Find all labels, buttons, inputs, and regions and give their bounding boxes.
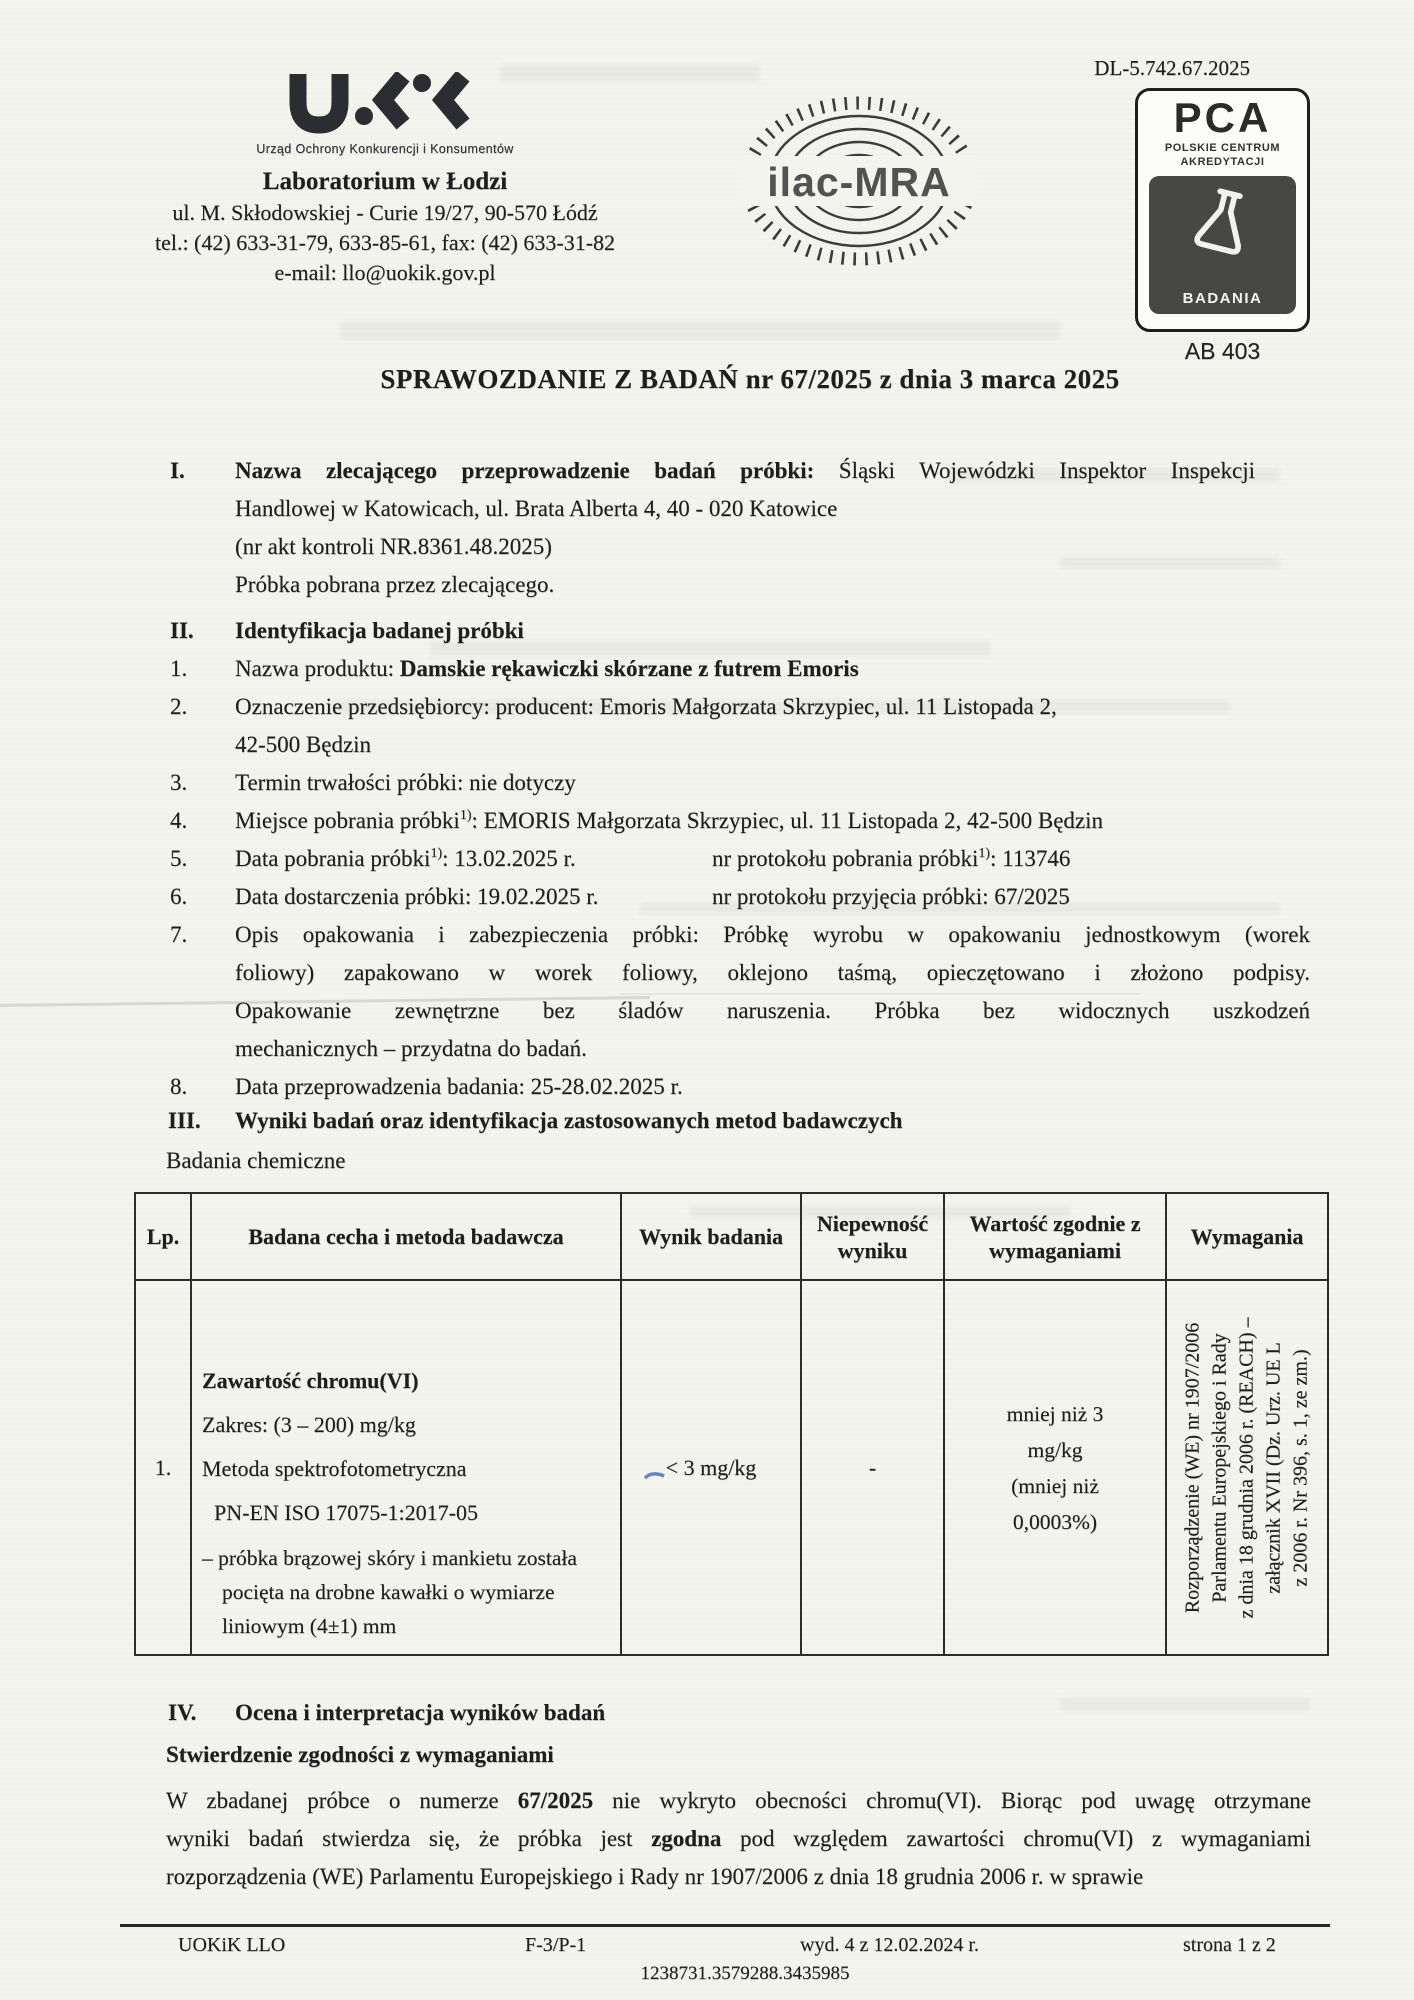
item4-label: Miejsce pobrania próbki [235, 808, 460, 833]
footer-form-code: F-3/P-1 [525, 1934, 587, 1956]
pca-name-line2: AKREDYTACJI [1180, 156, 1265, 168]
requirement-line: z 2006 r. Nr 396, s. 1, ze zm.) [1289, 1348, 1312, 1587]
item5-left-value: : 13.02.2025 r. [442, 846, 576, 871]
header-requirements: Wymagania [1166, 1193, 1328, 1280]
lab-email: e-mail: llo@uokik.gov.pl [274, 260, 496, 285]
section1-heading: Nazwa zlecającego przeprowadzenie badań próbki: [235, 458, 815, 483]
report-title: SPRAWOZDANIE Z BADAŃ nr 67/2025 z dnia 3 marca 2025 [380, 364, 1120, 394]
conforming-value: mniej niż 3 mg/kg (mniej niż 0,0003%) [1006, 1401, 1104, 1534]
conclusion-line2 [166, 1820, 1311, 1858]
feature-note-line2: pocięta na drobne kawałki o wymiarze [222, 1580, 555, 1604]
item6-number: 6. [170, 884, 188, 909]
pca-name-line1: POLSKIE CENTRUM [1164, 142, 1281, 154]
lab-phone-fax: tel.: (42) 633-31-79, 633-85-61, fax: (42) 633-31-82 [154, 230, 616, 255]
section4-subheading: Stwierdzenie zgodności z wymaganiami [166, 1742, 554, 1767]
section3-number: III. [168, 1108, 201, 1133]
footnote-marker: 1) [430, 846, 443, 861]
flask-icon [1185, 184, 1261, 260]
item2-producer-line1: Oznaczenie przedsiębiorcy: producent: Emoris Małgorzata Skrzypiec, ul. 11 Listopada 2, [235, 694, 1057, 719]
lab-address: ul. M. Skłodowskiej - Curie 19/27, 90-570 Łódź [172, 200, 598, 225]
section1-client: Śląski Wojewódzki Inspektor Inspekcji [814, 458, 1255, 483]
cell-conforming-value [944, 1280, 1166, 1655]
accreditation-certificate-number: AB 403 [1184, 338, 1261, 364]
ilac-mra-label: ilac-MRA [767, 159, 951, 205]
bleedthrough-artifact [1060, 556, 1280, 569]
footer-document-id: 1238731.3579288.3435985 [640, 1963, 850, 1984]
bleedthrough-artifact [1060, 1698, 1310, 1711]
item1-label: Nazwa produktu: [235, 656, 400, 681]
section1-number: I. [170, 458, 185, 483]
ilac-mra-stamp [728, 90, 990, 272]
pca-badge-label: BADANIA [1182, 290, 1263, 307]
requirement-line: z dnia 18 grudnia 2006 r. (REACH) – [1235, 1316, 1258, 1619]
conclusion-text: wyniki badań stwierdza się, że próbka jest [166, 1826, 652, 1851]
pca-accreditation-badge [1135, 88, 1310, 332]
section3-subheading: Badania chemiczne [166, 1148, 346, 1173]
item8-test-date: Data przeprowadzenia badania: 25-28.02.2025 r. [235, 1074, 683, 1099]
feature-note-line3: liniowym (4±1) mm [222, 1614, 397, 1638]
header-uncertainty: Niepewność wyniku [801, 1193, 944, 1280]
footnote-marker: 1) [459, 808, 472, 823]
footer-edition: wyd. 4 z 12.02.2024 r. [800, 1934, 979, 1956]
conclusion-text: pod względem zawartości chromu(VI) z wymaganiami [721, 1826, 1311, 1851]
header-lp: Lp. [135, 1193, 191, 1280]
cell-lp: 1. [135, 1280, 191, 1655]
item6-delivery-date: Data dostarczenia próbki: 19.02.2025 r. [235, 884, 599, 909]
item1-product-value: Damskie rękawiczki skórzane z futrem Emoris [399, 656, 859, 681]
footer-org: UOKiK LLO [178, 1934, 286, 1956]
cell-feature-method [191, 1280, 621, 1655]
lab-name: Laboratorium w Łodzi [262, 168, 508, 195]
item5-sampling-protocol [712, 840, 1070, 878]
item1-number: 1. [170, 656, 188, 681]
requirements-rotated-text [1180, 1282, 1315, 1654]
conformity-verdict: zgodna [651, 1826, 722, 1851]
item2-number: 2. [170, 694, 188, 719]
section1-line2: Handlowej w Katowicach, ul. Brata Alberta 4, 40 - 020 Katowice [235, 496, 838, 521]
item4-value: : EMORIS Małgorzata Skrzypiec, ul. 11 Listopada 2, 42-500 Będzin [471, 808, 1104, 833]
item3-shelf-life: Termin trwałości próbki: nie dotyczy [235, 770, 576, 795]
item8-number: 8. [170, 1074, 188, 1099]
header-conforming-value: Wartość zgodnie z wymaganiami [944, 1193, 1166, 1280]
footer-page-info: strona 1 z 2 [1183, 1934, 1276, 1956]
table-row [135, 1280, 1328, 1655]
section2-number: II. [170, 618, 194, 643]
item7-packaging-line4: mechanicznych – przydatna do badań. [235, 1036, 587, 1061]
pen-mark [643, 1469, 667, 1483]
sample-number: 67/2025 [517, 1788, 594, 1813]
org-name: Urząd Ochrony Konkurencji i Konsumentów [256, 142, 514, 156]
item7-packaging-line2: foliowy) zapakowano w worek foliowy, oklejono taśmą, opieczętowano i złożono podpisy. [235, 960, 1310, 985]
feature-note-line1: – próbka brązowej skóry i mankietu została [202, 1546, 577, 1570]
conclusion-text: W zbadanej próbce o numerze [166, 1788, 518, 1813]
section4-heading: Ocena i interpretacja wyników badań [235, 1700, 606, 1725]
pca-acronym: PCA [1173, 94, 1272, 141]
requirement-line: załącznik XVII (Dz. Urz. UE L [1262, 1341, 1285, 1594]
section1-sampling-note: Próbka pobrana przez zlecającego. [235, 572, 555, 597]
section4-number: IV. [168, 1700, 197, 1725]
feature-range: Zakres: (3 – 200) mg/kg [202, 1412, 416, 1437]
section2-heading: Identyfikacja badanej próbki [235, 618, 524, 643]
conclusion-line1 [166, 1782, 1311, 1820]
item5-right-label: nr protokołu pobrania próbki [712, 846, 979, 871]
header-result: Wynik badania [621, 1193, 801, 1280]
item3-number: 3. [170, 770, 188, 795]
bleedthrough-artifact [340, 322, 1060, 340]
item4-sampling-place [235, 802, 1103, 840]
item5-left-label: Data pobrania próbki [235, 846, 431, 871]
feature-standard: PN-EN ISO 17075-1:2017-05 [214, 1500, 478, 1525]
header-feature: Badana cecha i metoda badawcza [191, 1193, 621, 1280]
cell-uncertainty: - [801, 1280, 944, 1655]
pca-badania-tile [1149, 176, 1296, 314]
item5-sampling-date [235, 840, 576, 878]
conclusion-text: nie wykryto obecności chromu(VI). Biorąc pod uwagę otrzymane [593, 1788, 1311, 1813]
requirement-line: Parlamentu Europejskiego i Rady [1208, 1332, 1231, 1603]
feature-method: Metoda spektrofotometryczna [202, 1456, 467, 1481]
item1-product-name [235, 650, 859, 688]
item7-packaging-line1: Opis opakowania i zabezpieczenia próbki: Próbkę wyrobu w opakowaniu jednostkowym (worek [235, 922, 1310, 947]
section1-heading-line [235, 452, 1255, 490]
item6-acceptance-protocol: nr protokołu przyjęcia próbki: 67/2025 [712, 884, 1070, 909]
section1-control-file-number: (nr akt kontroli NR.8361.48.2025) [235, 534, 552, 559]
item7-packaging-line3: Opakowanie zewnętrzne bez śladów naruszenia. Próbka bez widocznych uszkodzeń [235, 998, 1310, 1023]
item4-number: 4. [170, 808, 188, 833]
item5-number: 5. [170, 846, 188, 871]
table-header-row [135, 1193, 1328, 1280]
feature-title: Zawartość chromu(VI) [202, 1368, 419, 1393]
conclusion-line3: rozporządzenia (WE) Parlamentu Europejskiego i Rady nr 1907/2006 z dnia 18 grudnia 2006 r. w sprawie [166, 1864, 1144, 1889]
footnote-marker: 1) [978, 846, 991, 861]
item7-number: 7. [170, 922, 188, 947]
item5-right-value: : 113746 [990, 846, 1071, 871]
letterhead [85, 72, 685, 286]
document-reference: DL-5.742.67.2025 [1094, 56, 1250, 80]
cell-result: < 3 mg/kg [621, 1280, 801, 1655]
item2-producer-line2: 42-500 Będzin [235, 732, 372, 757]
section3-heading: Wyniki badań oraz identyfikacja zastosowanych metod badawczych [235, 1108, 903, 1133]
results-table [134, 1192, 1329, 1656]
cell-requirements [1166, 1280, 1328, 1655]
uokik-logo [285, 72, 485, 134]
requirement-line: Rozporządzenie (WE) nr 1907/2006 [1181, 1322, 1204, 1613]
footer-rule [120, 1924, 1330, 1927]
